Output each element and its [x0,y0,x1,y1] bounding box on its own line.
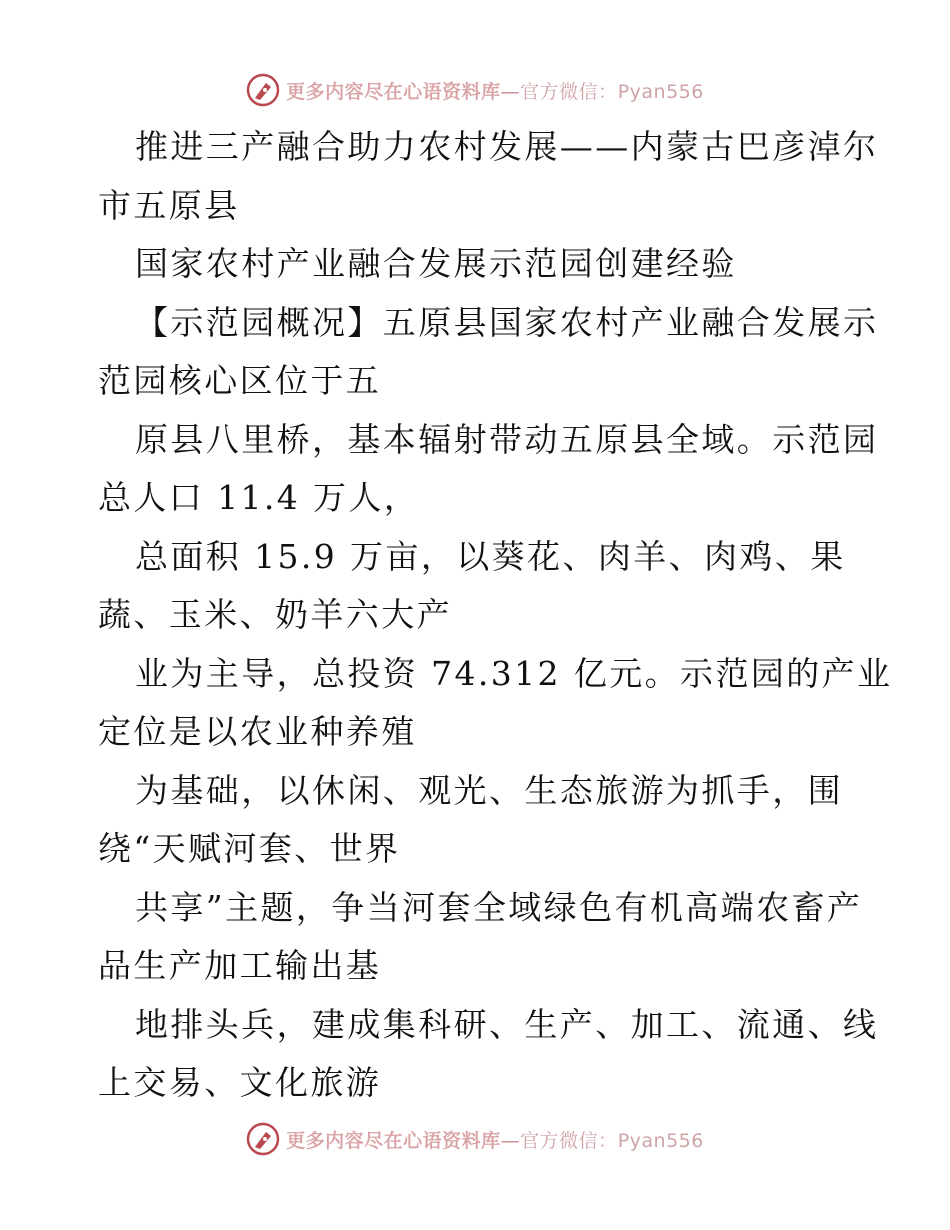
header-banner-text: 更多内容尽在心语资料库—官方微信：Pyan556 [286,80,704,103]
text-line: 蔬、玉米、奶羊六大产 [98,595,452,634]
text-line: 地排头兵，建成集科研、生产、加工、流通、线 [135,1004,879,1044]
text-line: 品生产加工输出基 [98,946,382,985]
text-line: 定位是以农业种养殖 [98,712,417,751]
text-line: 总面积 15.9 万亩，以葵花、肉羊、肉鸡、果 [135,536,846,576]
text-line: 原县八里桥，基本辐射带动五原县全域。示范园 [135,419,879,459]
pen-nib-logo-icon [246,1122,280,1156]
text-line: 为基础，以休闲、观光、生态旅游为抓手，围 [135,770,843,810]
header-banner [0,70,950,110]
footer-banner [0,1119,950,1159]
text-line: 国家农村产业融合发展示范园创建经验 [135,244,737,283]
text-line: 绕“天赋河套、世界 [98,829,401,868]
text-line: 市五原县 [98,185,240,225]
text-line: 业为主导，总投资 74.312 亿元。示范园的产业 [135,653,893,693]
footer-banner-text: 更多内容尽在心语资料库—官方微信：Pyan556 [286,1129,704,1152]
text-line: 范园核心区位于五 [98,361,382,400]
text-line: 上交易、文化旅游 [98,1063,382,1102]
document-body [98,118,893,1113]
text-line: 推进三产融合助力农村发展——内蒙古巴彦淖尔 [135,127,879,166]
text-line: 【示范园概况】五原县国家农村产业融合发展示 [135,302,879,342]
text-line: 总人口 11.4 万人， [98,478,420,517]
text-line: 共享”主题，争当河套全域绿色有机高端农畜产 [135,887,863,927]
pen-nib-logo-icon [246,73,280,107]
